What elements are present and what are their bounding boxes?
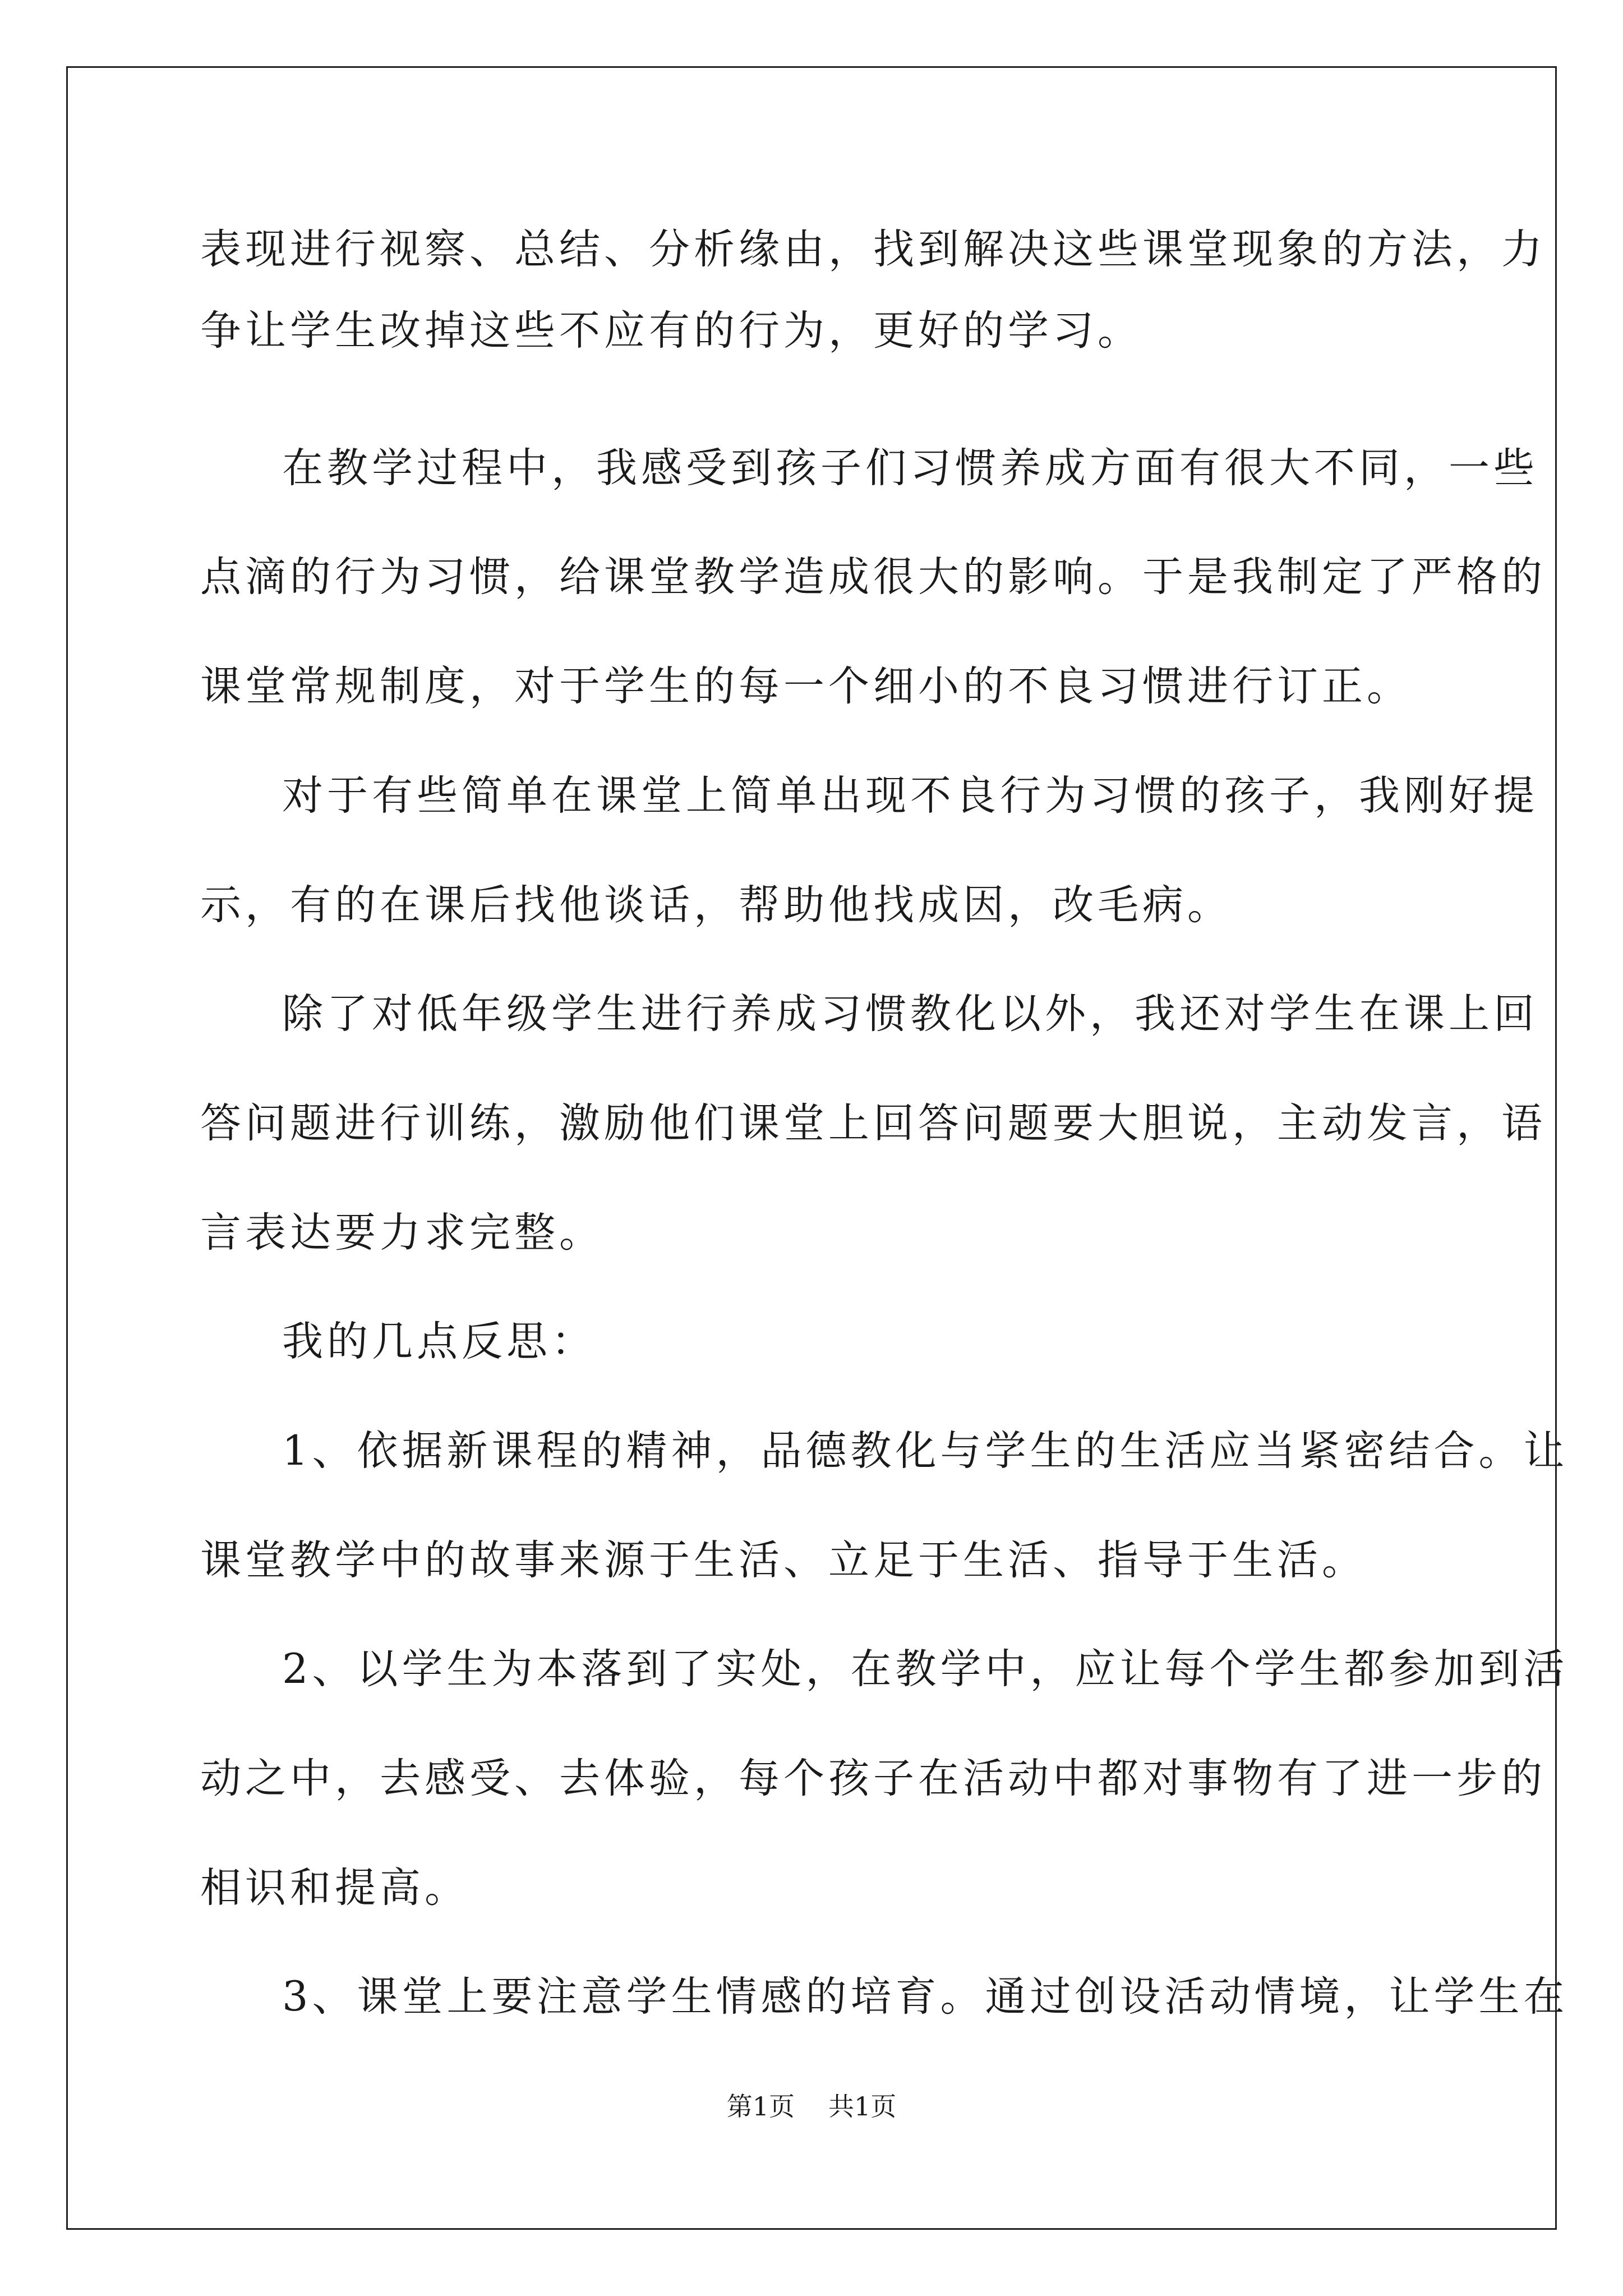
text-line: 课堂常规制度，对于学生的每一个细小的不良习惯进行订正。	[200, 662, 1412, 710]
text-line: 动之中，去感受、去体验，每个孩子在活动中都对事物有了进一步的	[200, 1755, 1546, 1802]
paragraph-first-line: 3、课堂上要注意学生情感的培育。通过创设活动情境，让学生在	[282, 1973, 1569, 2021]
text-line: 表现进行视察、总结、分析缘由，找到解决这些课堂现象的方法，力	[200, 226, 1546, 273]
text-line: 言表达要力求完整。	[200, 1209, 604, 1257]
text-line: 争让学生改掉这些不应有的行为，更好的学习。	[200, 307, 1142, 355]
text-line: 相识和提高。	[200, 1864, 469, 1912]
paragraph-first-line: 在教学过程中，我感受到孩子们习惯养成方面有很大不同，一些	[282, 444, 1538, 492]
paragraph-first-line: 我的几点反思：	[282, 1318, 596, 1365]
page-number: 第1页	[726, 2091, 795, 2122]
page-total: 共1页	[828, 2091, 897, 2122]
text-line: 课堂教学中的故事来源于生活、立足于生活、指导于生活。	[200, 1536, 1367, 1584]
paragraph-first-line: 除了对低年级学生进行养成习惯教化以外，我还对学生在课上回	[282, 990, 1538, 1038]
paragraph-first-line: 对于有些简单在课堂上简单出现不良行为习惯的孩子，我刚好提	[282, 772, 1538, 820]
paragraph-first-line: 2、以学生为本落到了实处，在教学中，应让每个学生都参加到活	[282, 1645, 1569, 1693]
text-line: 点滴的行为习惯，给课堂教学造成很大的影响。于是我制定了严格的	[200, 553, 1546, 601]
page-footer	[0, 2090, 1623, 2123]
text-line: 示，有的在课后找他谈话，帮助他找成因，改毛病。	[200, 881, 1232, 929]
text-line: 答问题进行训练，激励他们课堂上回答问题要大胆说，主动发言，语	[200, 1099, 1546, 1147]
paragraph-first-line: 1、依据新课程的精神，品德教化与学生的生活应当紧密结合。让	[282, 1427, 1569, 1475]
